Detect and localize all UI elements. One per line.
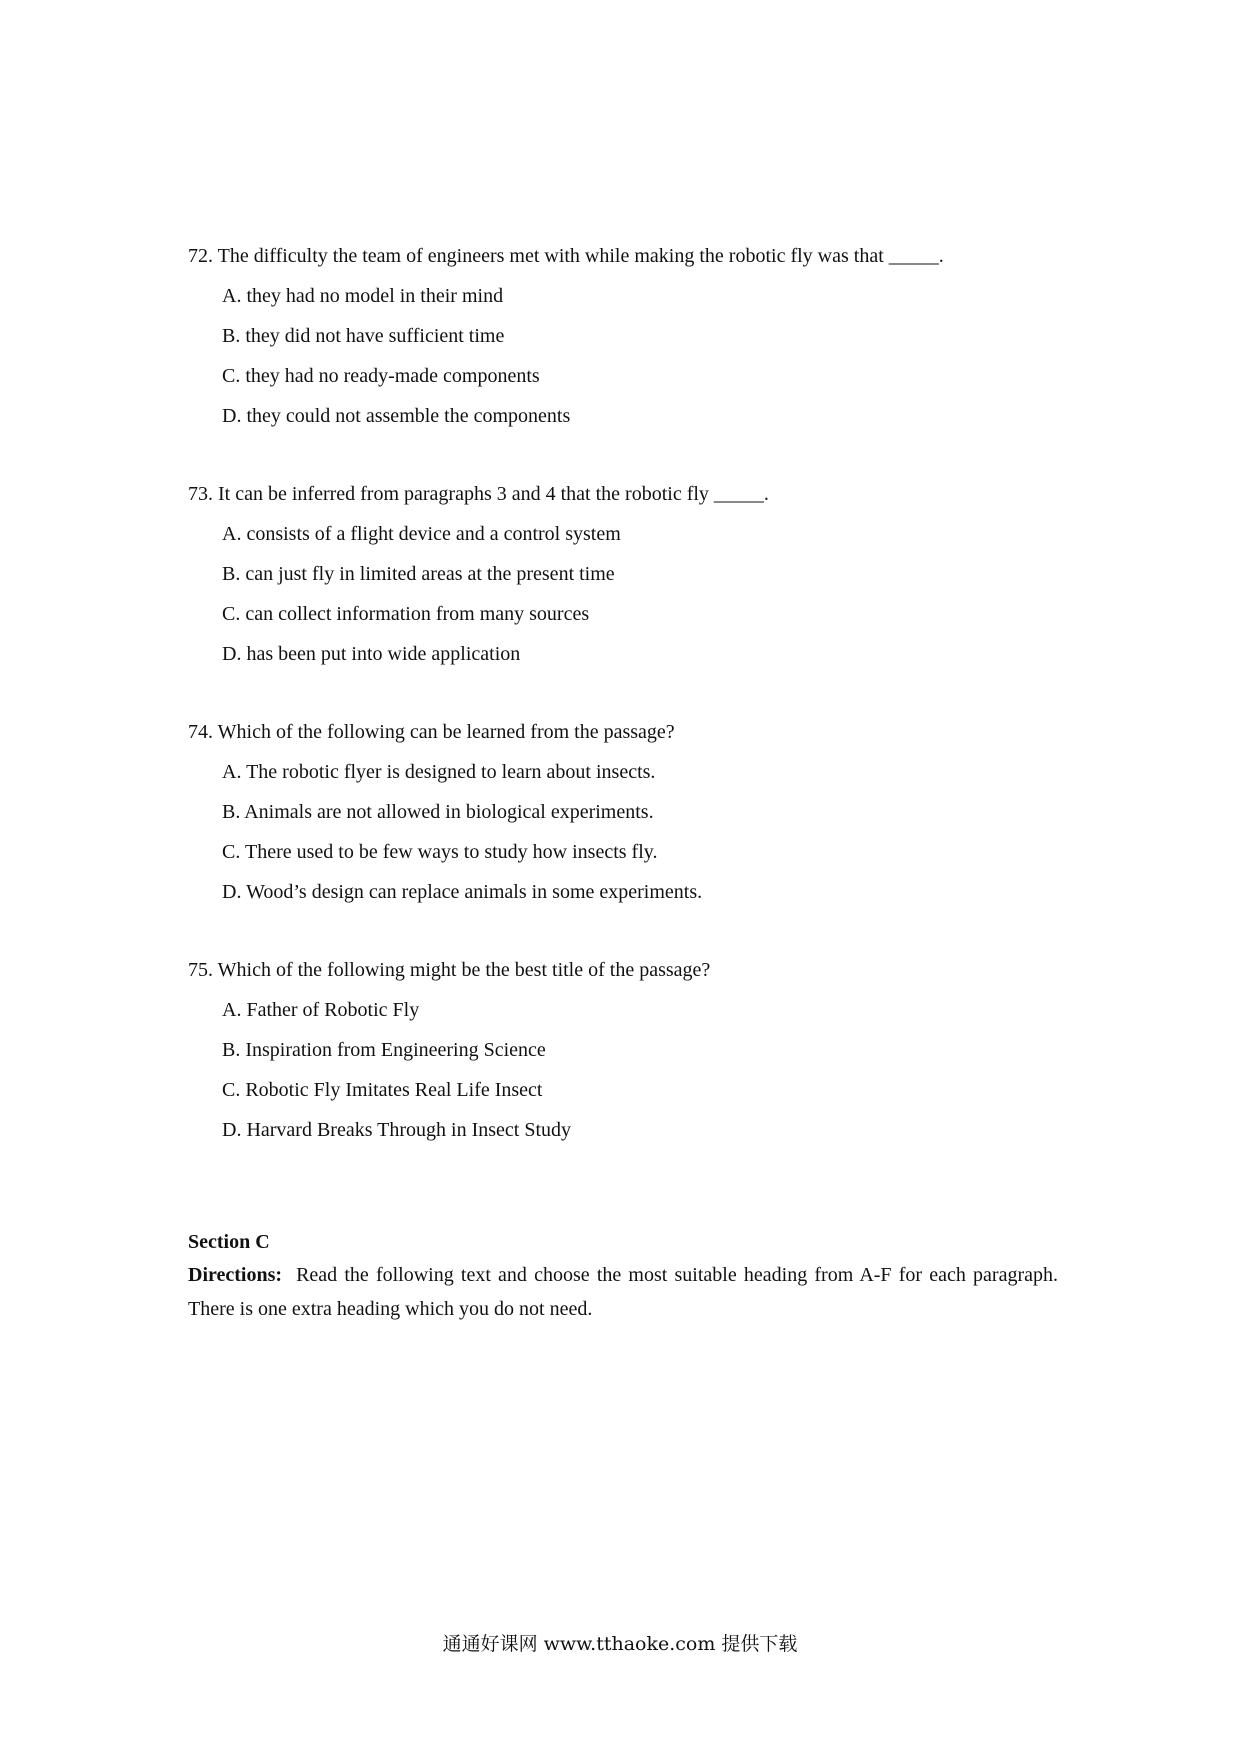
option-d: D. Wood’s design can replace animals in some experiments. bbox=[222, 881, 703, 903]
option-list bbox=[188, 284, 1068, 428]
directions-text: Read the following text and choose the most suitable heading from A-F for each paragraph. There is one extra heading which you do not need. bbox=[188, 1264, 1058, 1320]
question-73 bbox=[188, 482, 1068, 666]
option-c: C. can collect information from many sources bbox=[222, 603, 590, 625]
question-72 bbox=[188, 244, 1068, 428]
option-a: A. Father of Robotic Fly bbox=[222, 999, 420, 1021]
question-stem: 73. It can be inferred from paragraphs 3 and 4 that the robotic fly _____. bbox=[188, 483, 769, 505]
question-75 bbox=[188, 958, 1068, 1142]
section-c bbox=[188, 1230, 1058, 1326]
option-c: C. Robotic Fly Imitates Real Life Insect bbox=[222, 1079, 543, 1101]
option-list bbox=[188, 760, 1068, 904]
option-a: A. The robotic flyer is designed to learn about insects. bbox=[222, 761, 656, 783]
section-title: Section C bbox=[188, 1231, 270, 1253]
page-footer: 通通好课网 www.tthaoke.com 提供下载 bbox=[442, 1633, 798, 1655]
question-stem: 75. Which of the following might be the best title of the passage? bbox=[188, 959, 711, 981]
option-a: A. they had no model in their mind bbox=[222, 285, 504, 307]
option-b: B. can just fly in limited areas at the present time bbox=[222, 563, 615, 585]
option-list bbox=[188, 998, 1068, 1142]
question-stem: 72. The difficulty the team of engineers met with while making the robotic fly was that _____. bbox=[188, 245, 944, 267]
directions-label: Directions: bbox=[188, 1264, 283, 1286]
option-b: B. they did not have sufficient time bbox=[222, 325, 505, 347]
option-a: A. consists of a flight device and a control system bbox=[222, 523, 621, 545]
question-stem: 74. Which of the following can be learned from the passage? bbox=[188, 721, 675, 743]
option-c: C. There used to be few ways to study how insects fly. bbox=[222, 841, 658, 863]
option-d: D. has been put into wide application bbox=[222, 643, 521, 665]
option-c: C. they had no ready-made components bbox=[222, 365, 540, 387]
option-d: D. Harvard Breaks Through in Insect Study bbox=[222, 1119, 572, 1141]
option-list bbox=[188, 522, 1068, 666]
option-d: D. they could not assemble the components bbox=[222, 405, 571, 427]
option-b: B. Inspiration from Engineering Science bbox=[222, 1039, 546, 1061]
section-directions bbox=[188, 1258, 1058, 1326]
option-b: B. Animals are not allowed in biological experiments. bbox=[222, 801, 654, 823]
question-74 bbox=[188, 720, 1068, 904]
